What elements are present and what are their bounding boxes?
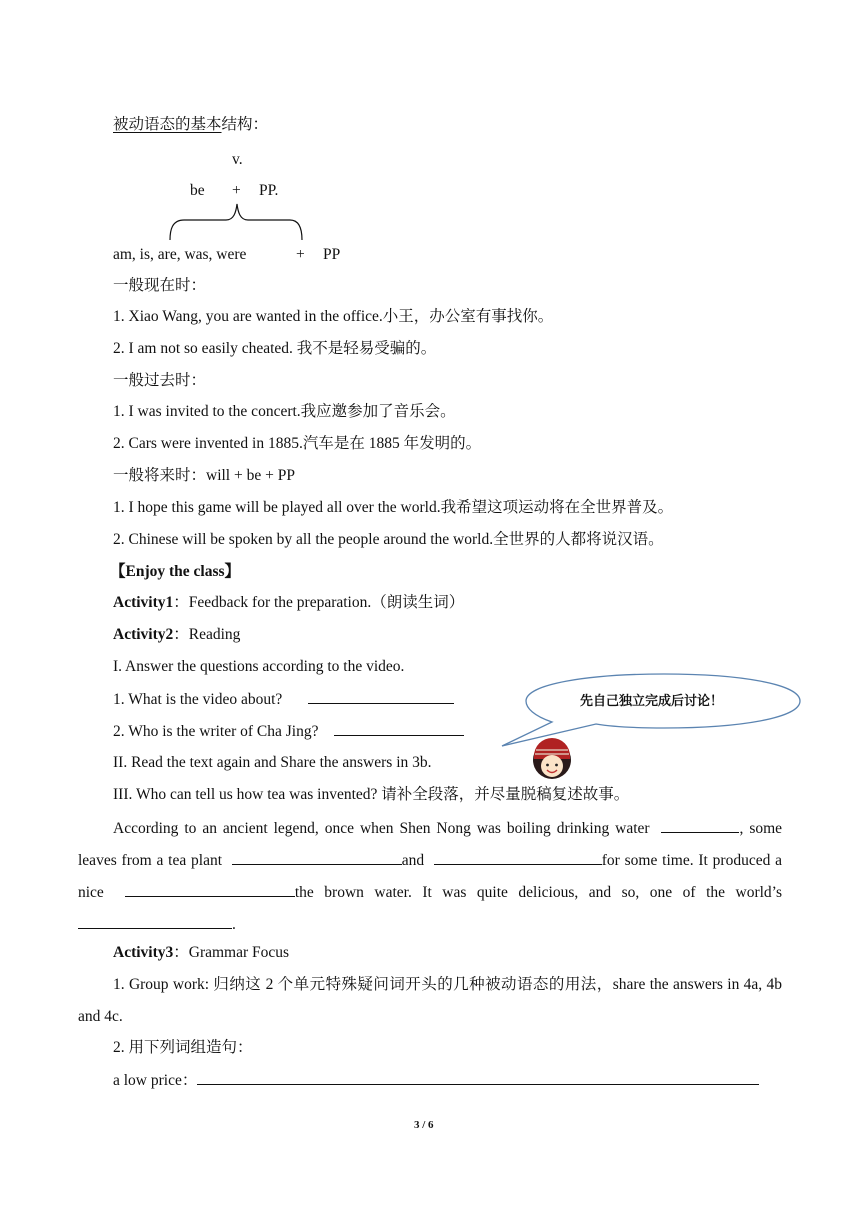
present-example-2: 2. I am not so easily cheated. 我不是轻易受骗的。 — [113, 340, 437, 357]
be-forms: am, is, are, was, were — [113, 246, 247, 263]
future-example-2: 2. Chinese will be spoken by all the people around the world.全世界的人都将说汉语。 — [113, 531, 664, 548]
passage-blank-5[interactable] — [78, 914, 232, 929]
question-II: II. Read the text again and Share the answers in 3b. — [113, 754, 432, 771]
answer-blank-1[interactable] — [308, 689, 454, 704]
question-III: III. Who can tell us how tea was invented? 请补全段落，并尽量脱稿复述故事。 — [113, 786, 630, 803]
past-example-2: 2. Cars were invented in 1885.汽车是在 1885 年发明的。 — [113, 435, 482, 452]
activity-2: Activity2：Reading — [113, 626, 241, 643]
passage-blank-1[interactable] — [661, 818, 739, 833]
pp-label-2: PP — [323, 246, 341, 263]
passage-blank-4[interactable] — [125, 882, 295, 897]
bubble-text: 先自己独立完成后讨论！ — [580, 694, 724, 709]
passage-paragraph: According to an ancient legend, once when Shen Nong was boiling drinking water , some leaves from a tea plant and for some time. It produced a nice the brown water. It was quite delicious, and so, one of the world’s. — [78, 820, 783, 933]
grammar-item-3: a low price： — [113, 1070, 759, 1091]
plus-sign-2: + — [296, 246, 305, 263]
activity-1: Activity1：Feedback for the preparation.（朗读生词） — [113, 594, 465, 611]
grammar-item-2: 2. 用下列词组造句： — [113, 1039, 253, 1056]
answer-blank-2[interactable] — [334, 721, 464, 736]
future-tense-label: 一般将来时：will + be + PP — [113, 467, 295, 484]
grammar-item-1: 1. Group work: 归纳这 2 个单元特殊疑问词开头的几种被动语态的用法，share the answers in 4a, 4b and 4c. — [78, 976, 782, 1025]
passage-blank-3[interactable] — [434, 850, 602, 865]
verb-label: v. — [232, 151, 243, 168]
cartoon-girl-icon — [531, 738, 573, 780]
page-number: 3 / 6 — [414, 1119, 434, 1131]
future-example-1: 1. I hope this game will be played all over the world.我希望这项运动将在全世界普及。 — [113, 499, 674, 516]
past-example-1: 1. I was invited to the concert.我应邀参加了音乐会。 — [113, 403, 456, 420]
question-2: 2. Who is the writer of Cha Jing? — [113, 721, 464, 742]
passage-blank-2[interactable] — [232, 850, 402, 865]
present-example-1: 1. Xiao Wang, you are wanted in the office.小王，办公室有事找你。 — [113, 308, 554, 325]
past-tense-label: 一般过去时： — [113, 372, 207, 389]
pp-label: PP. — [259, 182, 279, 199]
question-1: 1. What is the video about? — [113, 689, 454, 710]
present-tense-label: 一般现在时： — [113, 277, 207, 294]
question-I: I. Answer the questions according to the video. — [113, 658, 405, 675]
be-label: be — [190, 182, 205, 199]
section-title: 【Enjoy the class】 — [110, 563, 241, 580]
activity-3: Activity3：Grammar Focus — [113, 944, 290, 961]
structure-heading: 被动语态的基本结构： — [113, 116, 269, 133]
sentence-blank[interactable] — [197, 1070, 759, 1085]
plus-sign: + — [232, 182, 241, 199]
brace-icon — [164, 200, 308, 244]
